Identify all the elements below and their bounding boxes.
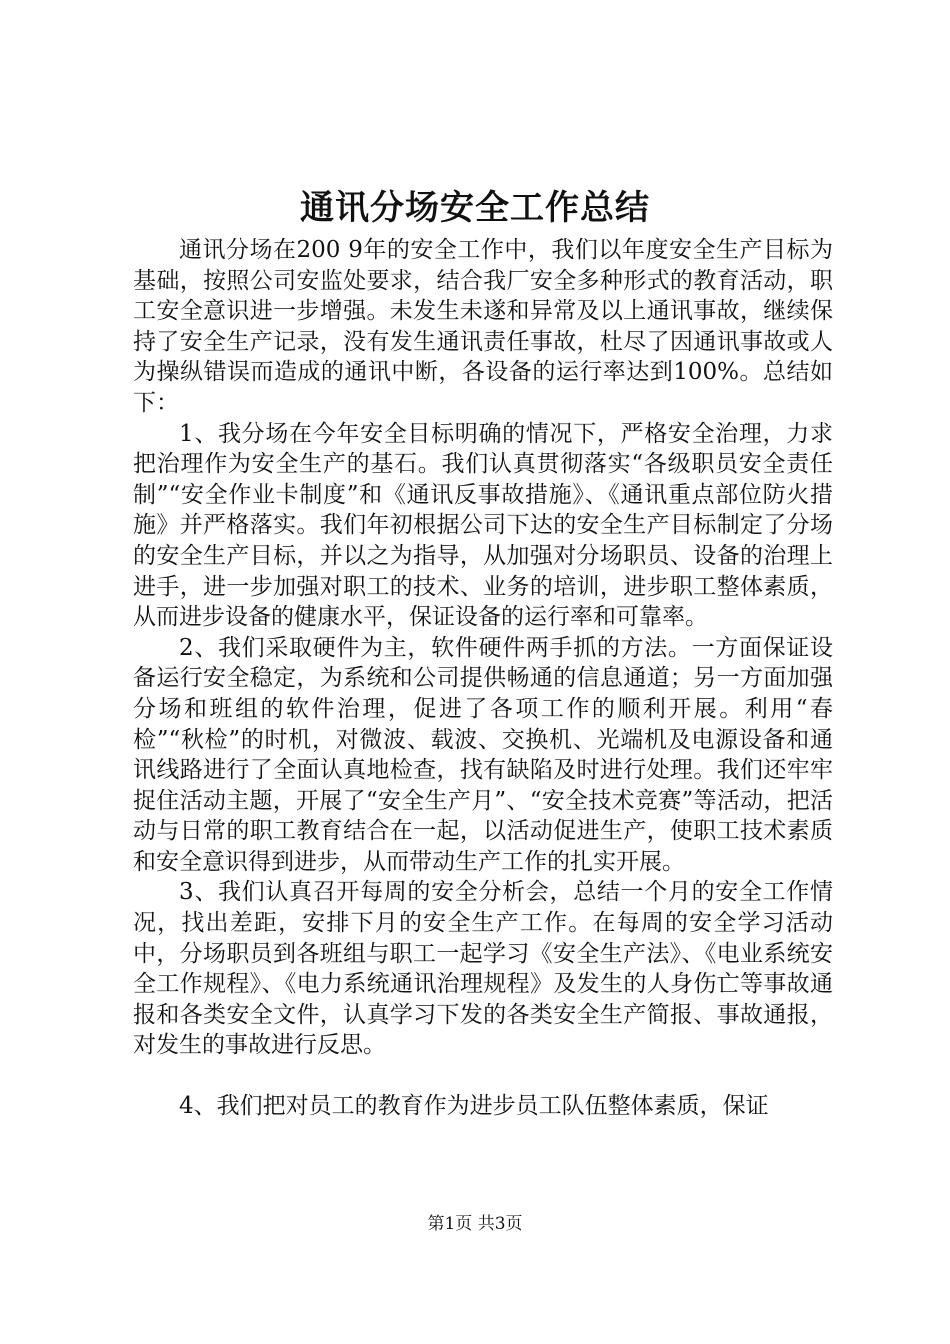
paragraph-item-3: 3、我们认真召开每周的安全分析会，总结一个月的安全工作情况，找出差距，安排下月的安全生产工作。在每周的安全学习活动中，分场职员到各班组与职工一起学习《安全生产法》、《电业系统安全工作规程》、《电力系统通讯治理规程》及发生的人身伤亡等事故通报和各类安全文件，认真学习下发的各类安全生产简报、事故通报，对发生的事故进行反思。: [133, 879, 833, 1059]
document-title: 通讯分场安全工作总结: [300, 188, 650, 228]
document-body: [133, 235, 833, 1122]
page-footer: 第1页 共3页: [427, 1214, 523, 1234]
paragraph-item-4: 4、我们把对员工的教育作为进步员工队伍整体素质，保证: [179, 1093, 769, 1120]
paragraph-intro: 通讯分场在200 9年的安全工作中，我们以年度安全生产目标为基础，按照公司安监处要求，结合我厂安全多种形式的教育活动，职工安全意识进一步增强。未发生未遂和异常及以上通讯事故，继续保持了安全生产记录，没有发生通讯责任事故，杜尽了因通讯事故或人为操纵错误而造成的通讯中断，各设备的运行率达到100%。总结如下：: [133, 237, 833, 416]
paragraph-item-1: 1、我分场在今年安全目标明确的情况下，严格安全治理，力求把治理作为安全生产的基石。我们认真贯彻落实“各级职员安全责任制”“安全作业卡制度”和《通讯反事故措施》、《通讯重点部位防火措施》并严格落实。我们年初根据公司下达的安全生产目标制定了分场的安全生产目标，并以之为指导，从加强对分场职员、设备的治理上进手，进一步加强对职工的技术、业务的培训，进步职工整体素质，从而进步设备的健康水平，保证设备的运行率和可靠率。: [133, 420, 833, 631]
paragraph-item-2: 2、我们采取硬件为主，软件硬件两手抓的方法。一方面保证设备运行安全稳定，为系统和公司提供畅通的信息通道；另一方面加强分场和班组的软件治理，促进了各项工作的顺利开展。利用“春检”“秋检”的时机，对微波、载波、交换机、光端机及电源设备和通讯线路进行了全面认真地检查，找有缺陷及时进行处理。我们还牢牢捉住活动主题，开展了“安全生产月”、“安全技术竞赛”等活动，把活动与日常的职工教育结合在一起，以活动促进生产，使职工技术素质和安全意识得到进步，从而带动生产工作的扎实开展。: [133, 634, 833, 875]
